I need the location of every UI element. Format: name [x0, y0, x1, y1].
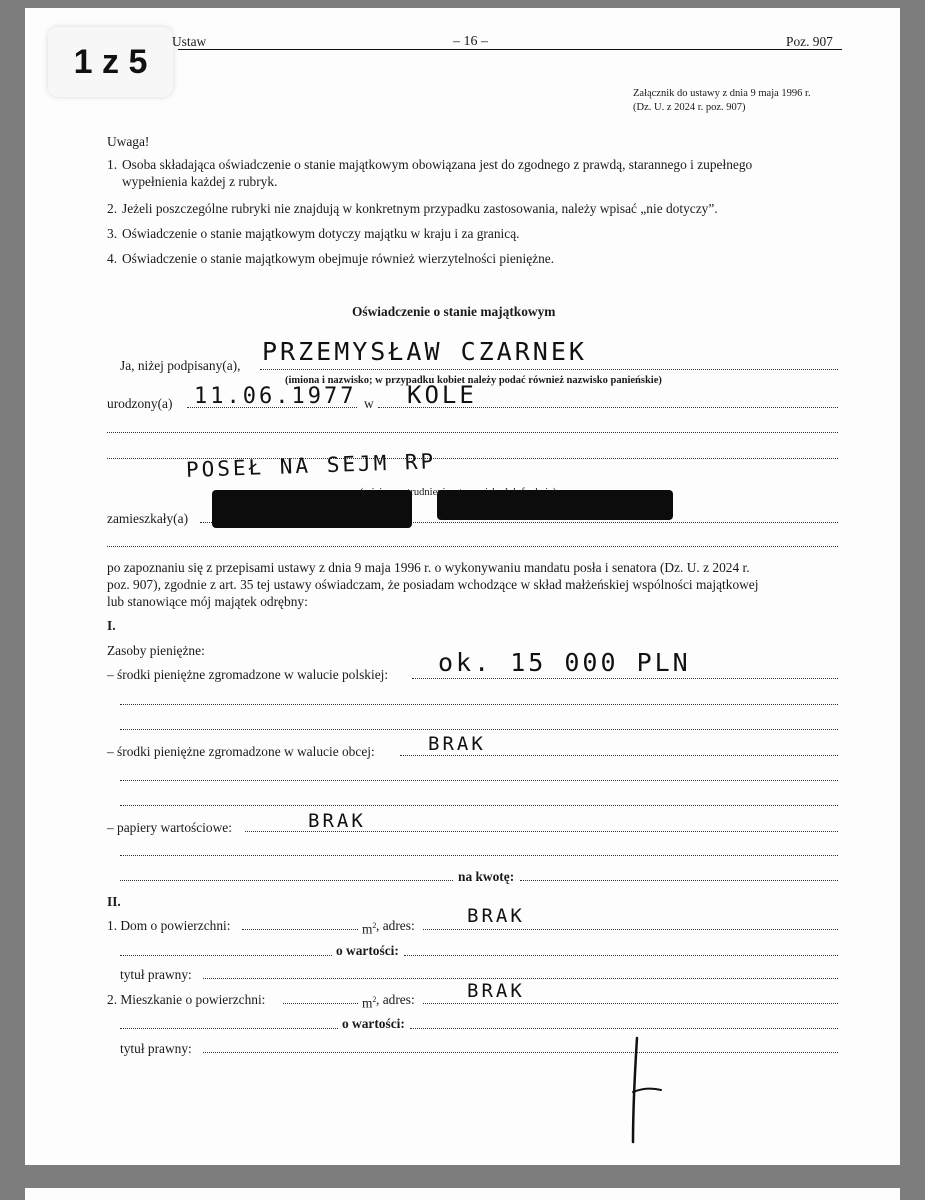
- title-label: tytuł prawny:: [120, 1041, 192, 1056]
- cash-pln-line: [412, 678, 838, 679]
- handwritten-position: POSEŁ NA SEJM RP: [185, 449, 437, 482]
- notice-item-number: 4.: [107, 251, 118, 266]
- section-1-heading: I.: [107, 618, 116, 633]
- notice-item-text: Oświadczenie o stanie majątkowym dotyczy majątku w kraju i za granicą.: [122, 226, 520, 241]
- cash-foreign-line: [400, 755, 838, 756]
- house-address-line: [423, 929, 838, 930]
- area-unit-sup: 2: [372, 995, 377, 1004]
- value-label: o wartości:: [342, 1016, 405, 1031]
- notice-item-number: 3.: [107, 226, 118, 241]
- cash-pln-label: – środki pieniężne zgromadzone w walucie polskiej:: [107, 667, 389, 682]
- blank-line: [120, 729, 838, 730]
- header-left: Ustaw: [172, 34, 207, 49]
- section-1-subheading: Zasoby pieniężne:: [107, 643, 205, 658]
- name-hint: (imiona i nazwisko; w przypadku kobiet należy podać również nazwisko panieńskie): [285, 375, 662, 386]
- handwritten-name: PRZEMYSŁAW CZARNEK: [262, 337, 587, 366]
- flat-area-line: [283, 1003, 358, 1004]
- notice-item-text: Jeżeli poszczególne rubryki nie znajdują w konkretnym przypadku zastosowania, należy wpisać „nie dotyczy”.: [122, 201, 718, 216]
- header-page-number: – 16 –: [453, 34, 488, 49]
- notice-item-text: Oświadczenie o stanie majątkowym obejmuje również wierzytelności pieniężne.: [122, 251, 555, 266]
- handwritten-birth-date: 11.06.1977: [194, 384, 357, 409]
- area-unit-sup: 2: [372, 921, 377, 930]
- form-title: Oświadczenie o stanie majątkowym: [352, 304, 556, 319]
- intro-line: po zapoznaniu się z przepisami ustawy z dnia 9 maja 1996 r. o wykonywaniu mandatu posła i senatora (Dz. U. z 2024 r.: [107, 560, 750, 575]
- notice-item-number: 1.: [107, 157, 118, 172]
- name-field-line: [260, 369, 838, 370]
- notice-title: Uwaga!: [107, 134, 150, 149]
- flat-value-line: [410, 1028, 838, 1029]
- residence-label: zamieszkały(a): [107, 511, 189, 526]
- amount-line: [520, 880, 838, 881]
- amount-label: na kwotę:: [458, 869, 515, 884]
- house-title-line: [203, 978, 838, 979]
- born-label: urodzony(a): [107, 396, 173, 411]
- undersigned-label: Ja, niżej podpisany(a),: [120, 358, 241, 373]
- handwritten-flat: BRAK: [467, 980, 525, 1002]
- flat-address-line: [423, 1003, 838, 1004]
- born-in-label: w: [364, 396, 374, 411]
- blank-line: [107, 546, 838, 547]
- header-rule: [178, 49, 842, 50]
- notice-item-text: wypełnienia każdej z rubryk.: [122, 174, 278, 189]
- section-2-heading: II.: [107, 894, 121, 909]
- annex-line-2: (Dz. U. z 2024 r. poz. 907): [633, 102, 746, 113]
- blank-line: [120, 780, 838, 781]
- handwritten-house: BRAK: [467, 905, 525, 927]
- cash-foreign-label: – środki pieniężne zgromadzone w walucie obcej:: [107, 744, 375, 759]
- handwritten-cash-pln: ok. 15 000 PLN: [438, 648, 691, 677]
- area-unit: [362, 992, 376, 1011]
- house-area-line: [242, 929, 358, 930]
- address-label: , adres:: [376, 918, 415, 933]
- blank-line: [107, 432, 838, 433]
- amount-prefix-line: [120, 880, 453, 881]
- address-label: , adres:: [376, 992, 415, 1007]
- handwritten-cash-foreign: BRAK: [428, 733, 486, 755]
- page-counter-badge: 1 z 5: [48, 27, 173, 97]
- area-unit: [362, 918, 376, 937]
- intro-line: poz. 907), zgodnie z art. 35 tej ustawy oświadczam, że posiadam wchodzące w skład małżeńskiej wspólności majątkowej: [107, 577, 759, 592]
- value-label: o wartości:: [336, 943, 399, 958]
- next-page-edge: [25, 1188, 900, 1200]
- workplace-hint: zatrudnienia,: [398, 487, 453, 498]
- notice-item-number: 2.: [107, 201, 118, 216]
- title-label: tytuł prawny:: [120, 967, 192, 982]
- blank-line: [120, 1028, 338, 1029]
- handwritten-birth-place: KOLE: [407, 381, 477, 409]
- blank-line: [120, 704, 838, 705]
- house-value-line: [404, 955, 838, 956]
- blank-line: [120, 855, 838, 856]
- signature-mark: [615, 1030, 675, 1150]
- blank-line: [120, 955, 332, 956]
- area-unit-text: m: [362, 921, 373, 937]
- intro-line: lub stanowiące mój majątek odrębny:: [107, 594, 308, 609]
- area-unit-text: m: [362, 995, 373, 1011]
- flat-label: 2. Mieszkanie o powierzchni:: [107, 992, 266, 1007]
- flat-title-line: [203, 1052, 838, 1053]
- redaction-bar: [212, 490, 412, 528]
- redaction-bar: [437, 490, 673, 520]
- blank-line: [120, 805, 838, 806]
- securities-label: – papiery wartościowe:: [107, 820, 232, 835]
- header-position: Poz. 907: [786, 34, 833, 49]
- house-label: 1. Dom o powierzchni:: [107, 918, 231, 933]
- notice-item-text: Osoba składająca oświadczenie o stanie majątkowym obowiązana jest do zgodnego z prawdą, starannego i zupełnego: [122, 157, 753, 172]
- handwritten-securities: BRAK: [308, 810, 366, 832]
- annex-line-1: Załącznik do ustawy z dnia 9 maja 1996 r.: [633, 88, 811, 99]
